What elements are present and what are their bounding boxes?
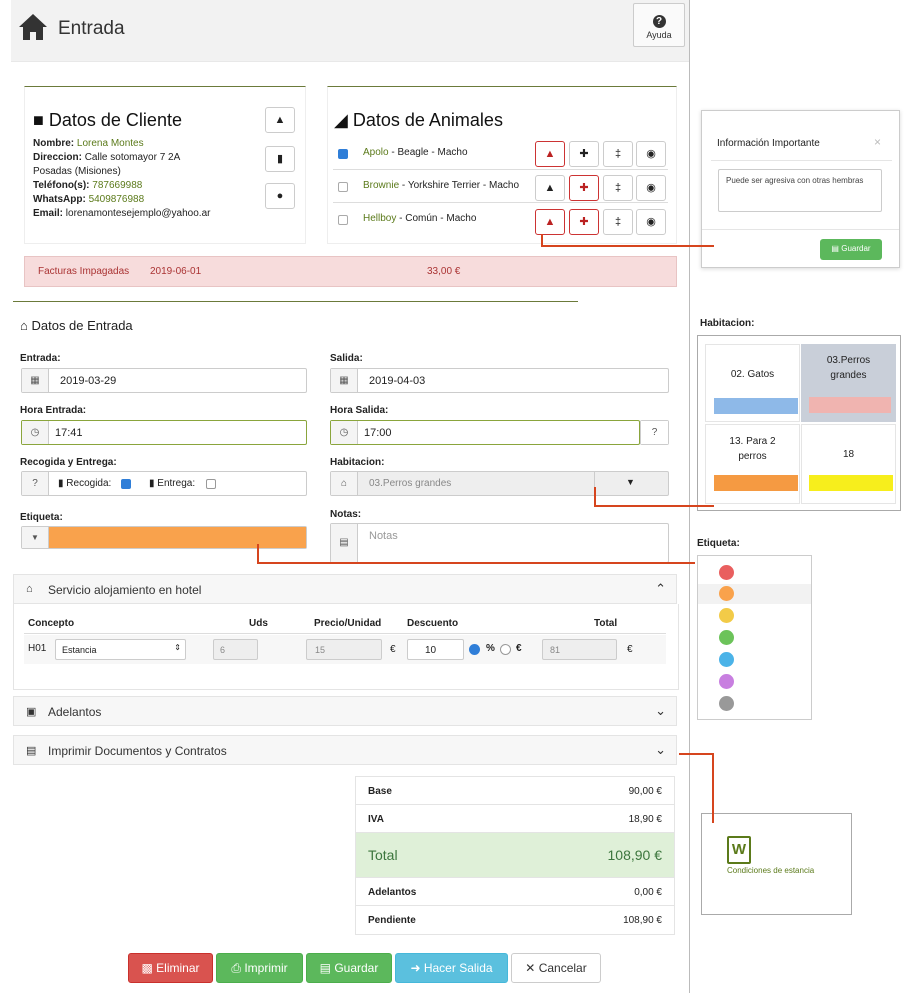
help-button[interactable]: ? Ayuda xyxy=(633,3,685,47)
entrada-date-input[interactable]: ▦ 2019-03-29 xyxy=(21,368,307,393)
green-color-option[interactable] xyxy=(719,630,734,645)
question-icon: ? xyxy=(653,15,666,28)
adelantos-accordion[interactable]: ▣ Adelantos ⌄ xyxy=(13,696,677,726)
servicio-accordion[interactable]: ⌂ Servicio alojamiento en hotel ⌃ xyxy=(13,574,677,604)
servicio-header: Concepto Uds Precio/Unidad Descuento Total xyxy=(24,612,666,634)
calendar-icon: ▦ xyxy=(22,369,49,392)
guardar-button[interactable]: ▤ Guardar xyxy=(306,953,392,983)
habitacion-panel xyxy=(697,335,901,511)
entrega-checkbox[interactable] xyxy=(206,479,216,489)
animal-checkbox[interactable] xyxy=(338,215,348,225)
room-cell-selected[interactable]: 03.Perros grandes xyxy=(801,344,896,422)
home-icon: ⌂ xyxy=(26,583,33,595)
clock-icon: ◷ xyxy=(22,421,49,444)
print-icon: ⎙ xyxy=(231,961,241,975)
cutlery-icon: ‡ xyxy=(614,148,622,160)
orange-color-option[interactable] xyxy=(719,586,734,601)
precio-input: 15 xyxy=(306,639,382,660)
blue-color-option[interactable] xyxy=(719,652,734,667)
gray-color-option[interactable] xyxy=(719,696,734,711)
warning-icon: ▲ xyxy=(544,216,556,228)
question-icon: ? xyxy=(641,421,668,444)
cat-icon: ◢ xyxy=(334,110,348,130)
cancelar-button[interactable]: ✕ Cancelar xyxy=(511,953,601,983)
close-icon: ✕ xyxy=(525,961,536,975)
animal-checkbox[interactable] xyxy=(338,182,348,192)
totals-table xyxy=(355,776,675,935)
document-link[interactable]: Condiciones de estancia xyxy=(727,866,815,875)
animal-checkbox[interactable] xyxy=(338,149,348,159)
hacer-salida-button[interactable]: ➜ Hacer Salida xyxy=(395,953,508,983)
save-icon: ▤ xyxy=(831,244,839,253)
animal-warning-button[interactable] xyxy=(535,175,565,201)
uds-input[interactable]: 6 xyxy=(213,639,258,660)
ball-icon: ◉ xyxy=(646,182,656,194)
recogida-checkbox[interactable] xyxy=(121,479,131,489)
animal-medical-button[interactable] xyxy=(569,209,599,235)
chevron-down-icon: ⌄ xyxy=(655,742,666,757)
word-file-icon[interactable]: W xyxy=(727,836,751,864)
salida-date-input[interactable]: ▦ 2019-04-03 xyxy=(330,368,669,393)
total-input: 81 xyxy=(542,639,617,660)
help-circle-button[interactable] xyxy=(640,420,669,445)
client-warning-button[interactable] xyxy=(265,107,295,133)
chevron-down-icon: ⌄ xyxy=(655,703,666,718)
info-textarea[interactable]: Puede ser agresiva con otras hembras xyxy=(718,169,882,212)
ball-icon: ◉ xyxy=(646,216,656,228)
pendiente-row: Pendiente 108,90 € xyxy=(368,915,662,926)
map-marker-icon: ● xyxy=(276,190,284,202)
truck-icon: ▮ xyxy=(276,153,284,165)
client-truck-button[interactable] xyxy=(265,146,295,172)
question-icon: ? xyxy=(22,472,49,495)
truck-icon: ▮ xyxy=(149,478,155,489)
animal-food-button[interactable] xyxy=(603,141,633,167)
animal-toy-button[interactable] xyxy=(636,209,666,235)
client-map-button[interactable] xyxy=(265,183,295,209)
medkit-icon: ✚ xyxy=(579,182,589,194)
document-icon: ▤ xyxy=(331,524,358,562)
eliminar-button[interactable]: ▩ Eliminar xyxy=(128,953,213,983)
animals-title: ◢ Datos de Animales xyxy=(334,110,503,130)
clock-icon: ◷ xyxy=(331,421,358,444)
sign-out-icon: ➜ xyxy=(410,961,421,975)
info-save-button[interactable]: ▤ Guardar xyxy=(820,239,882,260)
animal-warning-button[interactable] xyxy=(535,141,565,167)
imprimir-button[interactable]: ⎙ Imprimir xyxy=(216,953,303,983)
warning-icon: ▲ xyxy=(544,182,556,194)
hora-entrada-input[interactable]: ◷ 17:41 xyxy=(21,420,307,445)
entrada-title: ⌂ Datos de Entrada xyxy=(20,318,133,333)
animal-toy-button[interactable] xyxy=(636,141,666,167)
iva-row: IVA 18,90 € xyxy=(356,805,674,833)
user-icon: ■ xyxy=(33,110,44,130)
euro-radio[interactable] xyxy=(500,644,511,655)
concepto-select[interactable]: Estancia ⇕ xyxy=(55,639,186,660)
animal-food-button[interactable] xyxy=(603,175,633,201)
room-cell[interactable]: 13. Para 2 perros xyxy=(705,424,800,504)
unpaid-invoices-bar[interactable]: Facturas Impagadas 2019-06-01 33,00 € xyxy=(24,256,677,287)
total-row: Total 108,90 € xyxy=(356,833,674,878)
animal-food-button[interactable] xyxy=(603,209,633,235)
base-row: Base 90,00 € xyxy=(356,777,674,805)
divider xyxy=(689,0,690,993)
medkit-icon: ✚ xyxy=(579,148,589,160)
percent-radio[interactable] xyxy=(469,644,480,655)
calendar-icon: ▦ xyxy=(331,369,358,392)
notas-textarea[interactable]: ▤ Notas xyxy=(330,523,669,563)
descuento-input[interactable]: 10 xyxy=(407,639,464,660)
truck-icon: ▮ xyxy=(58,478,64,489)
servicio-row: H01 Estancia ⇕ 6 15 € 10 % € 81 € xyxy=(24,635,666,664)
info-modal: Información Importante × Puede ser agresiva con otras hembras ▤ Guardar xyxy=(701,110,900,268)
client-title: ■ Datos de Cliente xyxy=(33,110,182,130)
client-panel xyxy=(24,86,306,244)
habitacion-select[interactable]: ⌂ 03.Perros grandes ▼ xyxy=(330,471,669,496)
animal-warning-button[interactable] xyxy=(535,209,565,235)
yellow-color-option[interactable] xyxy=(719,608,734,623)
caret-down-icon: ▼ xyxy=(22,527,49,548)
document-box xyxy=(701,813,852,915)
home-icon: ⌂ xyxy=(20,318,28,333)
chevron-up-icon: ⌃ xyxy=(655,581,666,596)
client-info: Nombre: Lorena Montes Direccion: Calle sotomayor 7 2A Posadas (Misiones) Teléfono(s): 787669988 WhatsApp: 5409876988 Email: lorenamontesejemplo@yahoo.ar xyxy=(33,138,211,219)
warning-icon: ▲ xyxy=(274,114,286,126)
warning-icon: ▲ xyxy=(544,148,556,160)
close-icon[interactable]: × xyxy=(874,135,882,149)
money-icon: ▣ xyxy=(26,706,37,718)
caret-down-icon: ▼ xyxy=(626,477,635,487)
animal-medical-button[interactable] xyxy=(569,141,599,167)
animal-toy-button[interactable] xyxy=(636,175,666,201)
animal-row[interactable]: Brownie - Yorkshire Terrier - Macho xyxy=(333,171,668,203)
etiqueta-color xyxy=(49,527,306,548)
home-icon: ⌂ xyxy=(331,472,358,495)
recogida-entrega-group: ? ▮ Recogida: ▮ Entrega: xyxy=(21,471,307,496)
purple-color-option[interactable] xyxy=(719,674,734,689)
ball-icon: ◉ xyxy=(646,148,656,160)
room-cell[interactable]: 18 xyxy=(801,424,896,504)
section-divider xyxy=(13,301,578,302)
newspaper-icon: ▤ xyxy=(26,745,37,757)
home-icon xyxy=(17,12,49,42)
etiqueta-select[interactable] xyxy=(21,526,307,549)
animal-medical-button[interactable] xyxy=(569,175,599,201)
imprimir-accordion[interactable]: ▤ Imprimir Documentos y Contratos ⌄ xyxy=(13,735,677,765)
animal-row[interactable]: Hellboy - Común - Macho xyxy=(333,204,668,236)
medkit-icon: ✚ xyxy=(579,216,589,228)
animal-row[interactable]: Apolo - Beagle - Macho xyxy=(333,138,668,170)
page-title: Entrada xyxy=(58,18,125,39)
hora-salida-input[interactable]: ◷ 17:00 xyxy=(330,420,640,445)
red-color-option[interactable] xyxy=(719,565,734,580)
cutlery-icon: ‡ xyxy=(614,182,622,194)
room-cell[interactable]: 02. Gatos xyxy=(705,344,800,422)
save-icon: ▤ xyxy=(319,961,331,975)
cutlery-icon: ‡ xyxy=(614,216,622,228)
trash-icon: ▩ xyxy=(141,961,153,975)
etiqueta-panel xyxy=(697,555,812,720)
adelantos-row: Adelantos 0,00 € xyxy=(356,878,674,906)
select-arrows-icon: ⇕ xyxy=(174,643,181,652)
